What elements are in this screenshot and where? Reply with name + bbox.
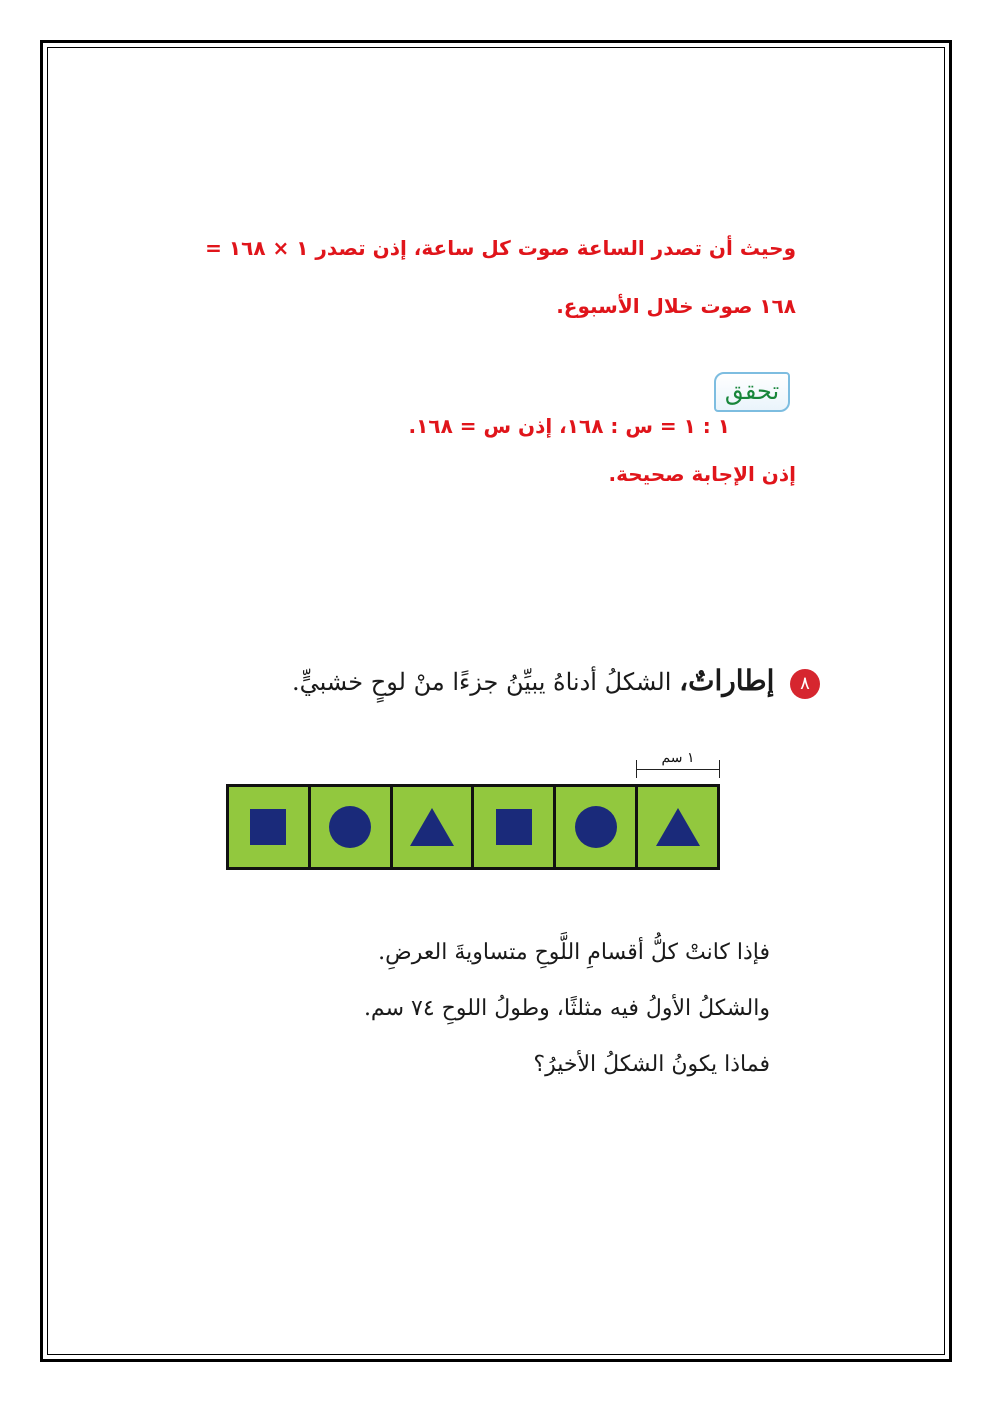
board-cell xyxy=(474,787,553,867)
dimension-label: ١ سم xyxy=(661,750,695,766)
dimension-tick-right xyxy=(719,760,720,778)
dimension-marker xyxy=(636,750,720,780)
wooden-board-figure xyxy=(226,784,720,870)
check-equation: ١ : ١ = س : ١٦٨، إذن س = ١٦٨. xyxy=(408,414,730,438)
board-cell xyxy=(556,787,635,867)
board-cell xyxy=(229,787,308,867)
board-cell xyxy=(311,787,390,867)
triangle-shape-icon xyxy=(656,808,700,846)
question-line-3: فماذا يكونُ الشكلُ الأخيرُ؟ xyxy=(533,1052,770,1077)
board-cell xyxy=(638,787,717,867)
problem-number-badge: ٨ xyxy=(790,669,820,699)
check-conclusion: إذن الإجابة صحيحة. xyxy=(608,462,796,486)
problem-statement: الشكلُ أدناهُ يبيِّنُ جزءًا منْ لوحٍ خشبيٍّ. xyxy=(291,668,672,696)
check-badge: تحقق xyxy=(714,372,790,412)
square-shape-icon xyxy=(250,809,286,845)
circle-shape-icon xyxy=(575,806,617,848)
dimension-line xyxy=(636,769,720,770)
triangle-shape-icon xyxy=(410,808,454,846)
solution-line-2: ١٦٨ صوت خلال الأسبوع. xyxy=(556,294,796,318)
question-line-1: فإذا كانتْ كلُّ أقسامِ اللَّوحِ متساويةَ العرضِ. xyxy=(378,940,770,965)
square-shape-icon xyxy=(496,809,532,845)
problem-keyword: إطاراتٌ، xyxy=(679,664,775,697)
question-line-2: والشكلُ الأولُ فيه مثلثًا، وطولُ اللوحِ ٧٤ سم. xyxy=(363,996,770,1021)
circle-shape-icon xyxy=(329,806,371,848)
solution-line-1: وحيث أن تصدر الساعة صوت كل ساعة، إذن تصدر ١ × ١٦٨ = xyxy=(205,236,796,260)
board-cell xyxy=(393,787,472,867)
problem-header xyxy=(292,664,820,699)
